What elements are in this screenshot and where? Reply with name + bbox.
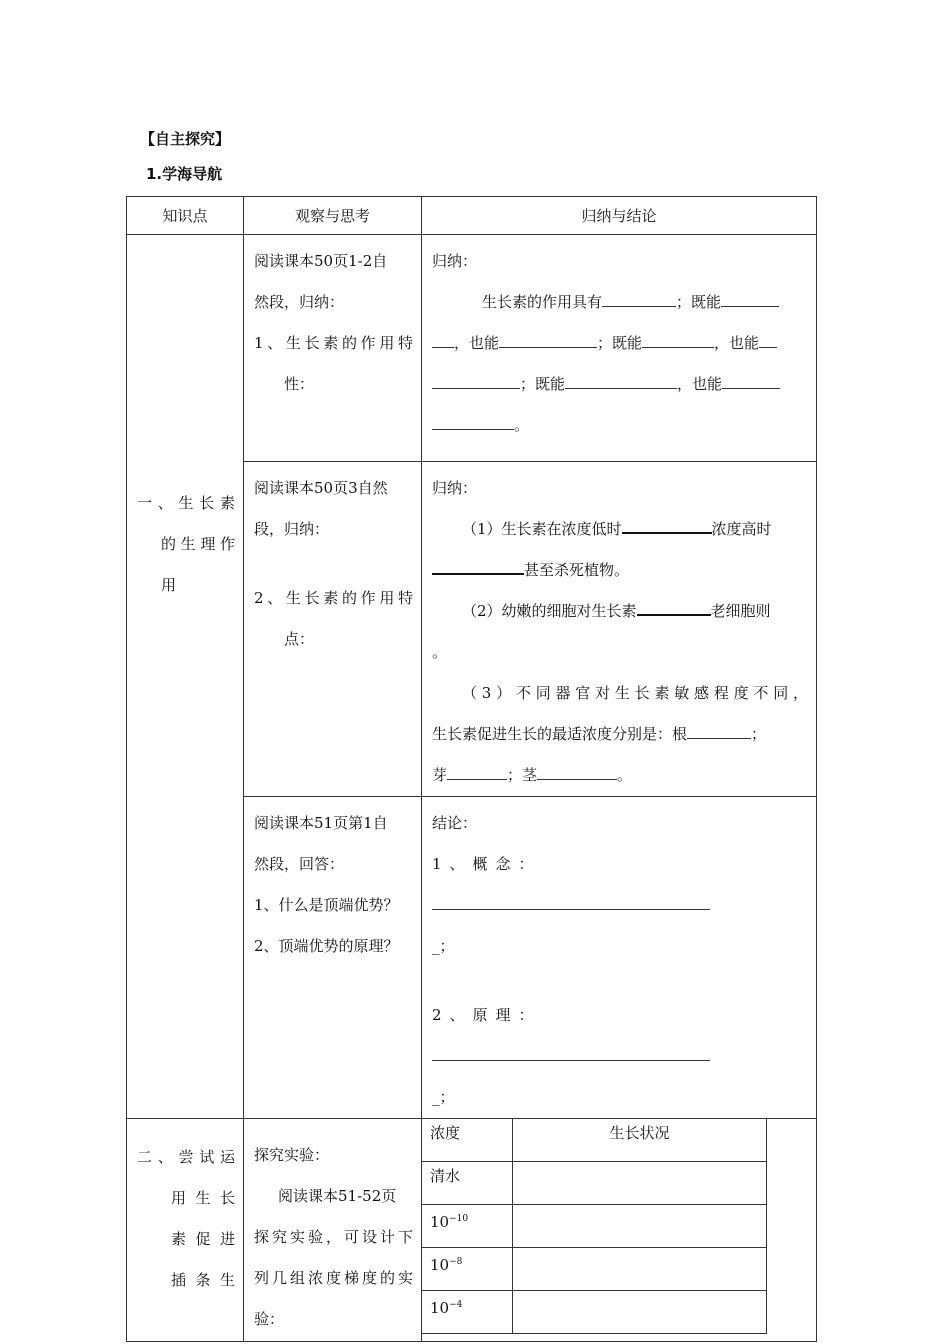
- knowledge-point-cell-1: [127, 235, 244, 1119]
- conclusion-line: [432, 714, 808, 755]
- blank-line[interactable]: [432, 372, 520, 389]
- header-growth-status: 生长状况: [513, 1119, 767, 1162]
- header-summary-conclusion: 归纳与结论: [422, 197, 817, 235]
- header-concentration: 浓度: [422, 1119, 513, 1162]
- exponent: −8: [449, 1257, 463, 1267]
- text: 芽: [432, 766, 448, 784]
- concentration-value: 清水: [422, 1162, 513, 1205]
- text: 老细胞则: [710, 602, 771, 620]
- text: 。: [617, 766, 633, 784]
- text: 2、原理：: [432, 1006, 542, 1024]
- conclusion-cell-2: [422, 462, 817, 797]
- kp1-line: 用: [161, 576, 177, 594]
- blank-line[interactable]: [432, 413, 514, 430]
- blank-line[interactable]: [637, 598, 711, 616]
- conclusion-line: [432, 282, 808, 323]
- table-header-row: [422, 1119, 767, 1162]
- blank-line[interactable]: [687, 722, 751, 739]
- observe-cell-1: [244, 235, 422, 462]
- blank-line[interactable]: [722, 372, 780, 389]
- exponent: −4: [449, 1300, 463, 1310]
- blank-line[interactable]: [622, 516, 712, 534]
- observe-cell-2: [244, 462, 422, 797]
- conclusion-line: [432, 550, 808, 591]
- text: 。: [514, 416, 530, 434]
- table-row: [127, 235, 817, 462]
- conclusion-cell-3: [422, 797, 817, 1119]
- text: （1）生长素在浓度低时: [462, 520, 622, 538]
- conclusion-line: _；: [432, 1088, 455, 1106]
- observe-cell-4: [244, 1119, 422, 1342]
- text: ，也能: [454, 334, 500, 352]
- conclusion-title: 归纳：: [432, 479, 478, 497]
- text: ；: [751, 725, 767, 743]
- growth-status-entry[interactable]: [513, 1205, 767, 1248]
- observe-cell-3: [244, 797, 422, 1119]
- kp2-line: 用生长: [171, 1189, 235, 1207]
- blank-line[interactable]: [499, 331, 597, 348]
- observe-line: 阅读课本51-52页: [278, 1187, 397, 1205]
- concentration-value: [422, 1291, 513, 1334]
- exponent: −10: [449, 1214, 469, 1224]
- text: 生长素促进生长的最适浓度分别是：根: [432, 725, 688, 743]
- observe-line: 列几组浓度梯度的实: [254, 1269, 413, 1287]
- growth-status-entry[interactable]: [513, 1162, 767, 1205]
- growth-status-entry[interactable]: [513, 1248, 767, 1291]
- conclusion-line: （3）不同器官对生长素敏感程度不同，: [462, 684, 808, 702]
- header-observe-think: 观察与思考: [244, 197, 422, 235]
- text: ；既能: [520, 375, 566, 393]
- blank-line[interactable]: [432, 893, 710, 910]
- kp2-line: 插条生: [171, 1271, 235, 1289]
- observe-line: 然段，回答：: [254, 855, 345, 873]
- kp1-line: 一、生长素: [137, 494, 235, 512]
- conclusion-line: [432, 405, 808, 446]
- table-header-row: [127, 197, 817, 235]
- text: 1、概念：: [432, 855, 542, 873]
- kp2-line: 素促进: [171, 1230, 235, 1248]
- observe-line: 验：: [254, 1310, 285, 1328]
- observe-line: 1、什么是顶端优势？: [254, 896, 399, 914]
- text: ；茎: [507, 766, 538, 784]
- base: 10: [430, 1256, 450, 1274]
- conclusion-cell-1: [422, 235, 817, 462]
- kp1-line: 的生理作: [161, 535, 235, 553]
- observe-line: 段，归纳：: [254, 520, 330, 538]
- section-title: 【自主探究】: [140, 130, 231, 148]
- text: ；既能: [676, 293, 722, 311]
- observe-line: 阅读课本50页1-2自: [254, 252, 388, 270]
- conclusion-line: [432, 323, 808, 364]
- observe-line: 阅读课本50页3自然: [254, 479, 388, 497]
- blank-line[interactable]: [721, 290, 779, 307]
- subsection-title: 1.学海导航: [146, 165, 223, 183]
- table-row: [422, 1291, 767, 1334]
- observe-line: 2、顶端优势的原理？: [254, 937, 399, 955]
- base: 10: [430, 1213, 450, 1231]
- text: 甚至杀死植物。: [524, 561, 630, 579]
- concentration-value: [422, 1205, 513, 1248]
- table-row: [422, 1205, 767, 1248]
- conclusion-line: _；: [432, 937, 455, 955]
- growth-status-entry[interactable]: [513, 1291, 767, 1334]
- knowledge-point-cell-2: [127, 1119, 244, 1342]
- observe-line: 然段，归纳：: [254, 293, 345, 311]
- text: （2）幼嫩的细胞对生长素: [462, 602, 637, 620]
- table-row: [422, 1162, 767, 1205]
- conclusion-line: [432, 755, 808, 796]
- blank-line[interactable]: [537, 763, 617, 780]
- conclusion-line: [432, 995, 808, 1077]
- conclusion-line: 。: [432, 643, 448, 661]
- kp2-line: 二、尝试运: [137, 1148, 235, 1166]
- header-knowledge-point: 知识点: [127, 197, 244, 235]
- blank-line[interactable]: [602, 290, 676, 307]
- text: 浓度高时: [711, 520, 772, 538]
- blank-line[interactable]: [432, 1044, 710, 1061]
- text: ；既能: [597, 334, 643, 352]
- concentration-value: [422, 1248, 513, 1291]
- blank-line[interactable]: [642, 331, 714, 348]
- text: 生长素的作用具有: [482, 293, 603, 311]
- observe-title: 探究实验：: [254, 1146, 330, 1164]
- conclusion-line: [432, 364, 808, 405]
- blank-line[interactable]: [565, 372, 677, 389]
- table-row: [422, 1248, 767, 1291]
- conclusion-line: [432, 509, 808, 550]
- conclusion-line: [432, 591, 808, 632]
- observe-line: 1、生长素的作用特: [254, 334, 413, 352]
- blank-line[interactable]: [447, 763, 507, 780]
- observe-line: 探究实验，可设计下: [254, 1228, 413, 1246]
- blank-line[interactable]: [432, 557, 524, 575]
- text: ，也能: [677, 375, 723, 393]
- observe-line: 性：: [284, 375, 315, 393]
- observe-line: 2、生长素的作用特: [254, 589, 413, 607]
- blank-line[interactable]: [432, 331, 454, 348]
- text: ，也能: [714, 334, 760, 352]
- base: 10: [430, 1299, 450, 1317]
- conclusion-title: 归纳：: [432, 252, 478, 270]
- study-guide-table: [126, 196, 817, 1342]
- conclusion-title: 结论：: [432, 814, 478, 832]
- table-row: [127, 1119, 817, 1342]
- concentration-table: [421, 1118, 767, 1334]
- blank-line[interactable]: [759, 331, 777, 348]
- conclusion-line: [432, 844, 808, 926]
- observe-line: 点：: [284, 630, 315, 648]
- observe-line: 阅读课本51页第1自: [254, 814, 388, 832]
- concentration-table-cell: [422, 1119, 817, 1342]
